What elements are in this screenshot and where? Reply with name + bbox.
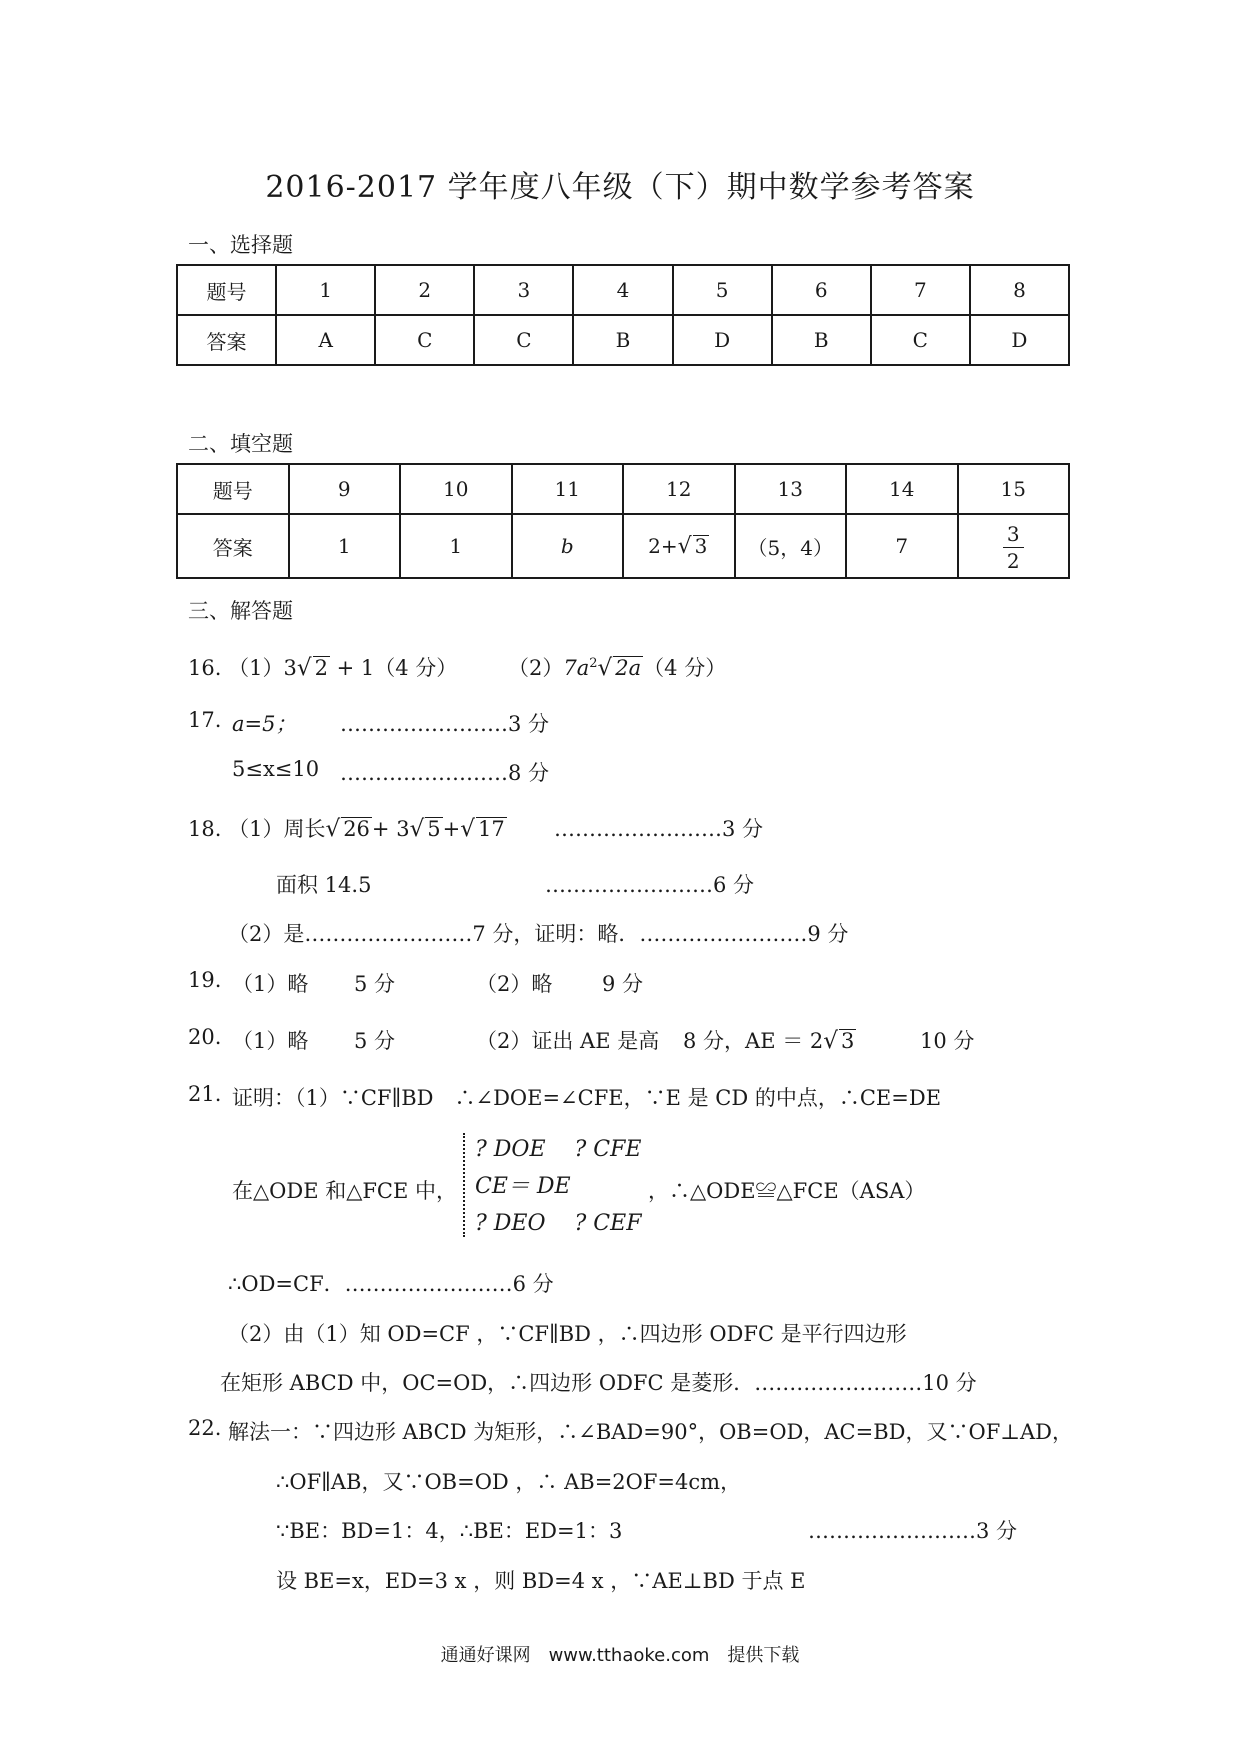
q21-line5: 在矩形 ABCD 中，OC=OD，∴四边形 ODFC 是菱形．……………………10 分	[220, 1371, 977, 1395]
answer-cell: 7	[846, 514, 958, 578]
q17-line1-score: ……………………3 分	[340, 712, 550, 736]
radical-sign: √	[296, 655, 312, 681]
row-header-answer: 答案	[177, 315, 276, 365]
q18-line1-score: ……………………3 分	[554, 817, 764, 841]
q22-line1: 解法一：∵四边形 ABCD 为矩形，∴∠BAD=90°，OB=OD，AC=BD，又∵OF⊥AD，	[228, 1420, 1074, 1444]
question-number: 9	[289, 464, 401, 514]
row-header-number: 题号	[177, 265, 276, 315]
q19-part1-score: 5 分	[354, 972, 396, 996]
question-number: 12	[623, 464, 735, 514]
row-header-answer: 答案	[177, 514, 289, 578]
q16-part1-tail: + 1（4 分）	[336, 656, 458, 680]
answer-cell: 1	[400, 514, 512, 578]
answer-cell: 1	[289, 514, 401, 578]
question-number: 3	[474, 265, 573, 315]
q21-line2-post: ，∴△ODE≌△FCE（ASA）	[648, 1179, 926, 1203]
answer-cell-radical	[623, 514, 735, 578]
q17-line2-score: ……………………8 分	[340, 761, 550, 785]
answer-cell: C	[375, 315, 474, 365]
q22-line2: ∴OF∥AB，又∵OB=OD ，∴ AB=2OF=4cm，	[276, 1470, 742, 1494]
q21-line2-pre: 在△ODE 和△FCE 中，	[232, 1179, 458, 1203]
answer-cell: B	[772, 315, 871, 365]
answer-cell: D	[673, 315, 772, 365]
q17-number: 17.	[188, 708, 222, 732]
q21-line1: 证明：（1）∵CF∥BD ∴∠DOE=∠CFE，∵E 是 CD 的中点，∴CE=DE	[232, 1086, 942, 1110]
q16-part2	[508, 652, 726, 682]
radicand: 2a	[615, 656, 642, 680]
q18-perimeter-label: （1）周长	[228, 817, 326, 841]
q16-part2-tail: （4 分）	[643, 656, 727, 680]
q19-part1: （1）略	[232, 972, 309, 996]
answer-cell: （5，4）	[735, 514, 847, 578]
q20-number: 20.	[188, 1025, 222, 1049]
brace-line-1: ? DOE ? CFE	[475, 1137, 642, 1162]
radicand: 3	[840, 1029, 855, 1053]
answer-cell: A	[276, 315, 375, 365]
q18-line3: （2）是……………………7 分，证明：略．……………………9 分	[228, 922, 849, 946]
question-number: 14	[846, 464, 958, 514]
denominator: 2	[1006, 548, 1020, 573]
q16-part2-label: （2）	[508, 656, 564, 680]
q19-number: 19.	[188, 968, 222, 992]
question-number: 11	[512, 464, 624, 514]
question-number: 18.	[188, 817, 222, 841]
q21-line4: （2）由（1）知 OD=CF ，∵CF∥BD ，∴四边形 ODFC 是平行四边形	[228, 1322, 907, 1346]
radical-sign: √	[597, 655, 613, 681]
question-number: 10	[400, 464, 512, 514]
radical-sign: √	[823, 1028, 838, 1054]
answer-cell: C	[474, 315, 573, 365]
answer-cell: C	[871, 315, 970, 365]
radicand: 3	[694, 533, 708, 558]
q18-plus: +	[442, 817, 461, 841]
numerator: 3	[1003, 524, 1024, 548]
row-header-number: 题号	[177, 464, 289, 514]
q17-line1: a=5；	[232, 712, 297, 736]
radical-sign: √	[409, 816, 425, 842]
answer-cell: B	[573, 315, 672, 365]
radicand: 17	[477, 817, 505, 841]
q20-part2-score-text: 8 分，AE ＝ 2	[683, 1029, 824, 1053]
q16-line	[188, 652, 457, 682]
section-heading-solution: 三、解答题	[188, 599, 293, 623]
question-number: 8	[970, 265, 1069, 315]
page-title: 2016-2017 学年度八年级（下）期中数学参考答案	[265, 170, 975, 205]
q22-line4: 设 BE=x，ED=3 x ，则 BD=4 x ，∵AE⊥BD 于点 E	[276, 1569, 806, 1593]
q19-part2-score: 9 分	[602, 972, 644, 996]
q16-part2-coef: 7a	[563, 656, 590, 680]
answer-cell-fraction	[958, 514, 1070, 578]
fill-answer-table	[176, 463, 1070, 579]
answer-prefix: 2+	[648, 533, 678, 558]
radical-sign: √	[460, 816, 475, 842]
radicand: 2	[314, 656, 328, 680]
q18-line2: 面积 14.5	[276, 873, 372, 897]
radical-sign: √	[677, 533, 692, 559]
q21-line3: ∴OD=CF．……………………6 分	[228, 1272, 554, 1296]
q18-line2-score: ……………………6 分	[545, 873, 755, 897]
radical-sign: √	[325, 816, 341, 842]
question-number: 13	[735, 464, 847, 514]
question-number: 5	[673, 265, 772, 315]
question-number: 2	[375, 265, 474, 315]
q16-part1-label: （1）	[228, 656, 284, 680]
q20-final-score: 10 分	[920, 1029, 975, 1053]
q20-part1: （1）略	[232, 1029, 309, 1053]
q21-number: 21.	[188, 1082, 222, 1106]
footer-source: 通通好课网 www.tthaoke.com 提供下载	[440, 1645, 800, 1666]
q20-part1-score: 5 分	[354, 1029, 396, 1053]
q22-number: 22.	[188, 1416, 222, 1440]
question-number: 7	[871, 265, 970, 315]
q20-part2-score	[683, 1025, 856, 1055]
q17-line2: 5≤x≤10	[232, 757, 320, 781]
q19-part2: （2）略	[476, 972, 553, 996]
question-number: 15	[958, 464, 1070, 514]
question-number: 6	[772, 265, 871, 315]
answer-cell: b	[512, 514, 624, 578]
q22-line3: ∵BE：BD=1：4，∴BE：ED=1：3	[276, 1519, 623, 1543]
section-heading-choice: 一、选择题	[188, 233, 293, 257]
q18-line1	[188, 813, 507, 843]
question-number: 16.	[188, 656, 222, 680]
answer-cell: D	[970, 315, 1069, 365]
q18-mid: + 3	[371, 817, 410, 841]
q22-line3-score: ……………………3 分	[808, 1519, 1018, 1543]
q20-part2: （2）证出 AE 是高	[476, 1029, 660, 1053]
radicand: 5	[427, 817, 441, 841]
brace	[463, 1133, 471, 1237]
radicand: 26	[343, 817, 370, 841]
fraction	[1003, 521, 1024, 573]
section-heading-fill: 二、填空题	[188, 432, 293, 456]
brace-line-2: CE＝ DE	[475, 1174, 571, 1199]
choice-answer-table	[176, 264, 1070, 366]
question-number: 4	[573, 265, 672, 315]
q16-part1-coef: 3	[283, 656, 297, 680]
brace-line-3: ? DEO ? CEF	[475, 1211, 642, 1236]
question-number: 1	[276, 265, 375, 315]
exponent: 2	[589, 656, 598, 671]
